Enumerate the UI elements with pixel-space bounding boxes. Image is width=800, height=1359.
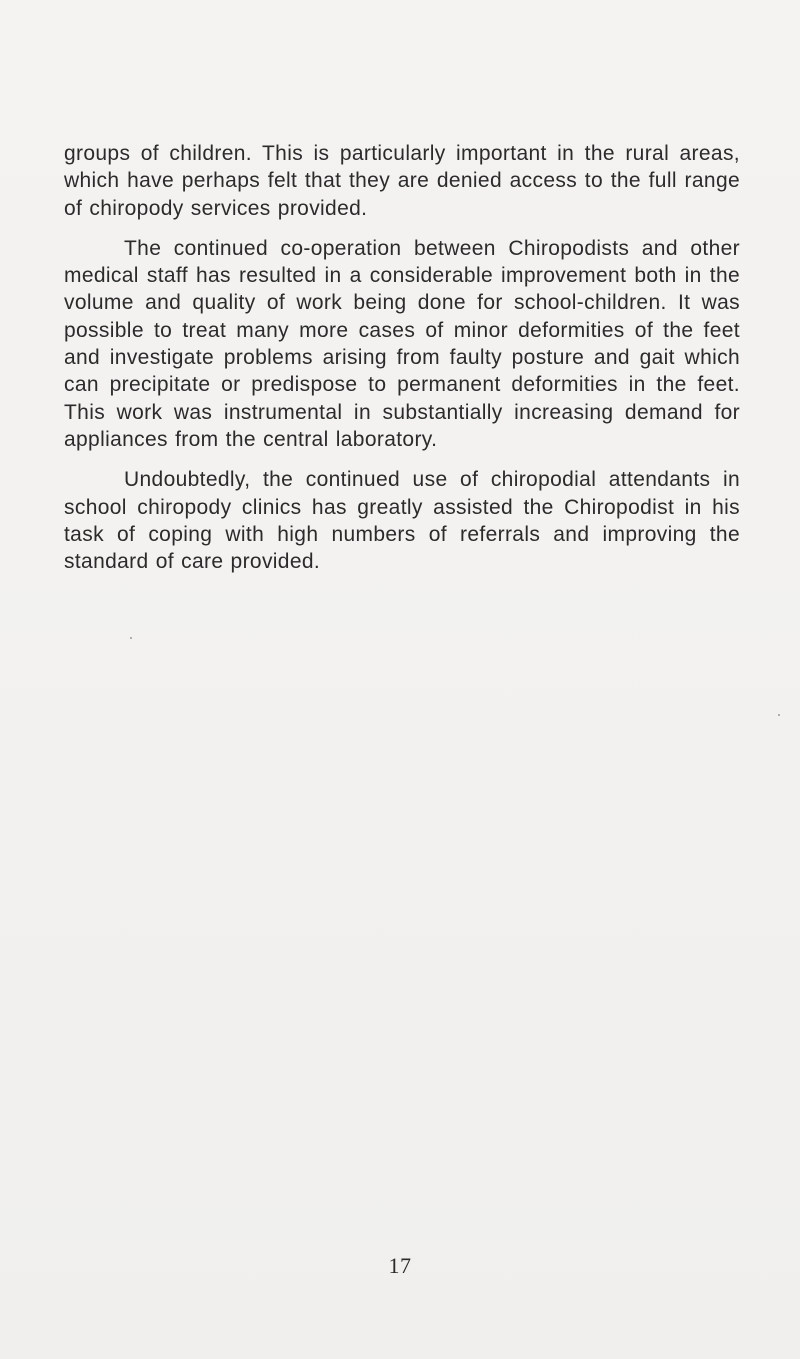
body-text: [64, 140, 740, 588]
paragraph-chiropodial-attendants: Undoubtedly, the continued use of chiropodial attendants in school chiropody clinics has greatly assisted the Chiropodist in his task of coping with high numbers of referrals and improving the standard of care provided.: [64, 468, 740, 574]
paragraph-chiropodist-cooperation: The continued co-operation between Chiropodists and other medical staff has resulted in a considerable improvement both in the volume and quality of work being done for school-children. It was possible to treat many more cases of minor deformities of the feet and investigate problems arising from faulty posture and gait which can precipitate or predispose to permanent deformities in the feet. This work was instrumental in substantially increasing demand for appliances from the central laboratory.: [64, 236, 740, 451]
page-number: 17: [388, 1253, 412, 1278]
scan-speck: [130, 637, 132, 639]
scan-speck: [778, 714, 780, 716]
paragraph-continuation: groups of children. This is particularly important in the rural areas, which have perhaps felt that they are denied access to the full range of chiropody services provided.: [64, 142, 740, 220]
